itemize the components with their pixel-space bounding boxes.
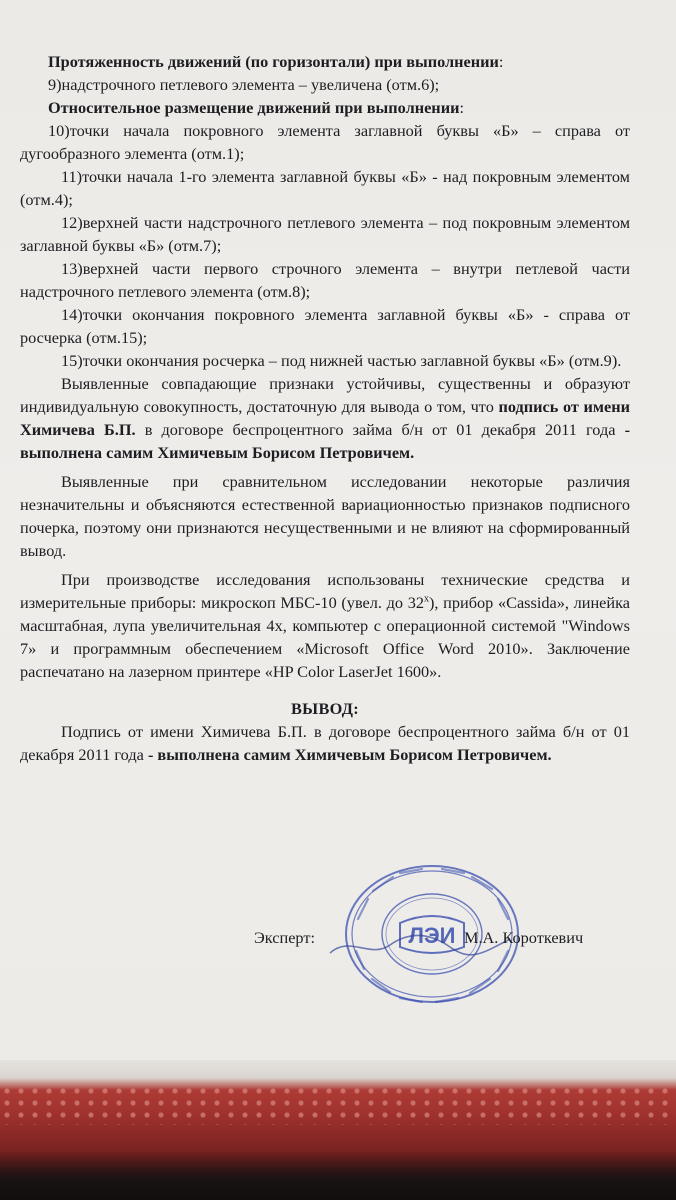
dark-floor bbox=[0, 1150, 676, 1200]
expert-label: Эксперт: bbox=[254, 928, 315, 947]
item-12: 12)верхней части надстрочного петлевого элемента – под покровным элементом заглавной буквы «Б» (отм.7); bbox=[20, 213, 630, 255]
item-11: 11)точки начала 1-го элемента заглавной буквы «Б» - над покровным элементом (отм.4); bbox=[20, 167, 630, 209]
item-15: 15)точки окончания росчерка – под нижней частью заглавной буквы «Б» (отм.9). bbox=[61, 351, 622, 370]
document-body bbox=[20, 50, 630, 766]
paragraph-features: Выявленные совпадающие признаки устойчивы, существенны и образуют индивидуальную совокупность, достаточную для вывода о том, что подпись от имени Химичева Б.П. в договоре беспроцентного займа б/н от 01 декабря 2011 года - выполнена самим Химичевым Борисом Петровичем. bbox=[20, 374, 630, 462]
page-edge bbox=[0, 1060, 676, 1090]
paragraph-differences: Выявленные при сравнительном исследовании некоторые различия незначительны и объясняются естественной вариационностью признаков подписного почерка, поэтому они признаются несущественными и не влияют на сформированный вывод. bbox=[20, 472, 630, 560]
conclusion-title: ВЫВОД: bbox=[291, 699, 359, 718]
heading-relative-placement: Относительное размещение движений при выполнении: bbox=[48, 98, 464, 117]
item-10: 10)точки начала покровного элемента заглавной буквы «Б» – справа от дугообразного элемента (отм.1); bbox=[20, 121, 630, 163]
expert-name: М.А. Короткевич bbox=[464, 928, 584, 947]
heading-horizontal-extent: Протяженность движений (по горизонтали) при выполнении: bbox=[48, 52, 504, 71]
item-14: 14)точки окончания покровного элемента заглавной буквы «Б» - справа от росчерка (отм.15); bbox=[20, 305, 630, 347]
signature-row bbox=[20, 919, 630, 1029]
paragraph-conclusion: Подпись от имени Химичева Б.П. в договоре беспроцентного займа б/н от 01 декабря 2011 года - выполнена самим Химичевым Борисом Петровичем. bbox=[20, 722, 630, 764]
item-9: 9)надстрочного петлевого элемента – увеличена (отм.6); bbox=[48, 75, 440, 94]
stamp-logo-text: ЛЭИ bbox=[408, 923, 456, 948]
item-13: 13)верхней части первого строчного элемента – внутри петлевой части надстрочного петлевого элемента (отм.8); bbox=[20, 259, 630, 301]
paragraph-instruments: При производстве исследования использованы технические средства и измерительные приборы: микроскоп МБС-10 (увел. до $32^х$), прибор «Cassida», линейка масштабная, лупа увеличительная 4х, компьютер с операционной системой "Windows 7» и программным обеспечением «Microsoft Office Word 2010». Заключение распечатано на лазерном принтере «HP Color LaserJet 1600». bbox=[20, 570, 631, 681]
